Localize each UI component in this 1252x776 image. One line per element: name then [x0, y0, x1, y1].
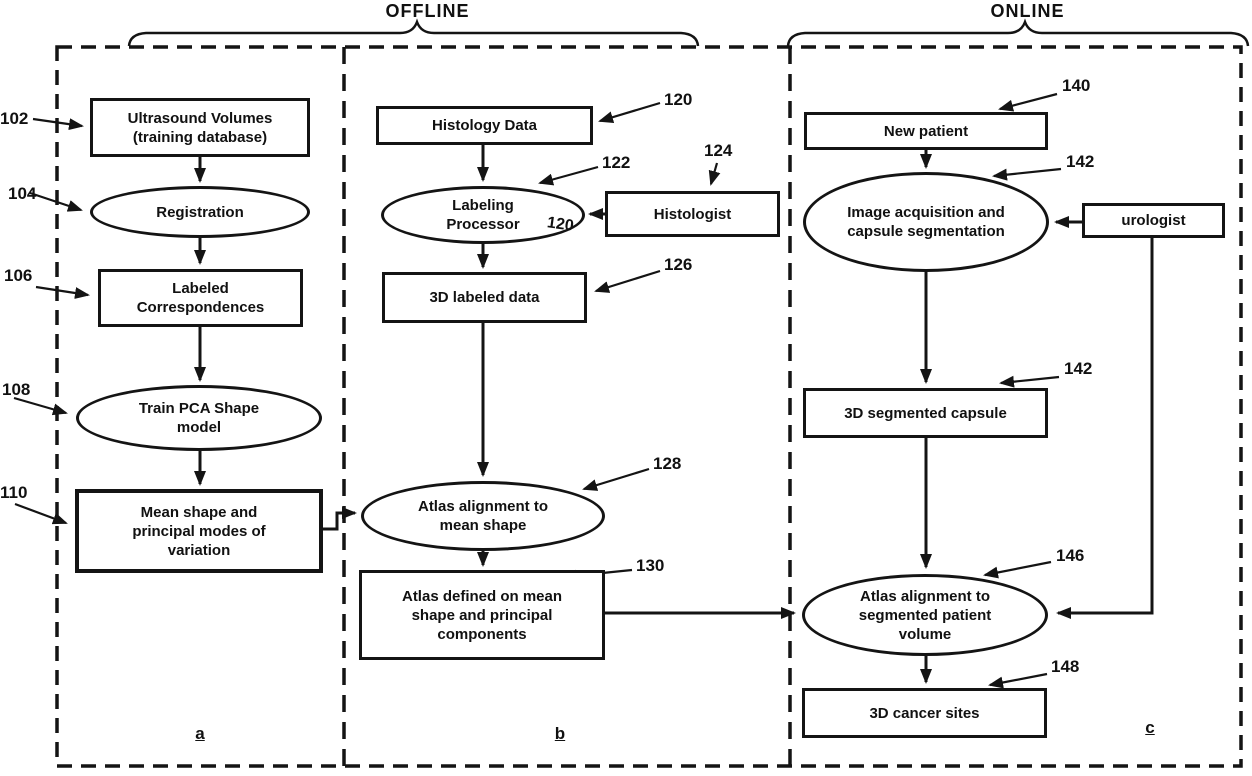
ellipse-image-acquisition-capsule-segmentation — [803, 172, 1049, 272]
labeling-processor-inner-ref-120: 120 — [546, 214, 576, 235]
box-atlas-defined-on-mean-shape — [359, 570, 605, 660]
ref-numeral-102: 102 — [0, 109, 29, 128]
ref-numeral-148: 148 — [1051, 657, 1080, 676]
box-labeled-correspondences-line1: Labeled — [172, 280, 229, 297]
ref-numeral-128: 128 — [653, 454, 682, 473]
ellipse-labeling-processor — [381, 186, 585, 244]
ref-numeral-140: 140 — [1062, 76, 1091, 95]
online-brace — [788, 22, 1248, 46]
ellipse-atlas-alignment-mean-shape — [361, 481, 605, 551]
online-section-title: ONLINE — [990, 1, 1065, 21]
box-histology-data — [376, 106, 593, 145]
box-labeled-correspondences-line2: Correspondences — [136, 299, 265, 316]
offline-brace — [129, 22, 698, 46]
ellipse-train-pca-line2: model — [176, 419, 222, 436]
ellipse-image-acq-line2: capsule segmentation — [847, 223, 1005, 240]
ellipse-registration — [90, 186, 310, 238]
ellipse-train-pca-shape-model — [76, 385, 322, 451]
box-3d-labeled-data — [382, 272, 587, 323]
box-histologist — [605, 191, 780, 237]
box-ultrasound-volumes-line1: Ultrasound Volumes — [127, 109, 273, 127]
box-3d-segmented-capsule-line1: 3D segmented capsule — [844, 404, 1007, 422]
section-label-c: c — [1145, 718, 1155, 737]
box-3d-segmented-capsule — [803, 388, 1048, 438]
box-mean-shape-line2: principal modes of — [132, 522, 266, 540]
ref-numeral-130: 130 — [636, 556, 665, 575]
box-mean-shape-principal-modes — [75, 489, 323, 573]
ellipse-atlas-patient-line3: volume — [898, 625, 952, 643]
section-label-b: b — [554, 724, 566, 743]
ellipse-image-acq-line1: Image acquisition and — [847, 204, 1005, 221]
box-new-patient — [804, 112, 1048, 150]
box-histology-data-line1: Histology Data — [431, 117, 537, 134]
ref-numeral-126: 126 — [664, 255, 693, 274]
ref-numeral-108: 108 — [2, 380, 31, 399]
box-atlas-defined-line1: Atlas defined on mean — [401, 587, 563, 605]
ellipse-labeling-processor-line1: Labeling — [452, 197, 514, 214]
box-3d-cancer-sites-line1: 3D cancer sites — [869, 704, 980, 722]
box-atlas-defined-line3: components — [437, 625, 527, 643]
box-ultrasound-volumes — [90, 98, 310, 157]
ellipse-train-pca-line1: Train PCA Shape — [138, 400, 260, 417]
ref-numeral-106: 106 — [4, 266, 33, 285]
section-label-a: a — [195, 724, 205, 743]
box-urologist-line1: urologist — [1121, 212, 1186, 229]
ellipse-registration-line1: Registration — [156, 203, 244, 221]
ref-numeral-142b: 142 — [1064, 359, 1093, 378]
box-urologist — [1082, 203, 1225, 238]
ref-numeral-104: 104 — [8, 184, 37, 203]
ellipse-atlas-alignment-segmented-patient — [802, 574, 1048, 656]
ellipse-atlas-patient-line1: Atlas alignment to — [859, 587, 990, 605]
ellipse-atlas-mean-line1: Atlas alignment to — [417, 498, 548, 515]
box-ultrasound-volumes-line2: (training database) — [132, 128, 268, 146]
ref-numeral-122: 122 — [602, 153, 631, 172]
box-new-patient-line1: New patient — [883, 122, 969, 140]
ref-numeral-120: 120 — [664, 90, 693, 109]
ref-numeral-146: 146 — [1056, 546, 1085, 565]
ref-numeral-124: 124 — [704, 141, 733, 160]
box-3d-labeled-data-line1: 3D labeled data — [429, 289, 540, 306]
offline-section-title: OFFLINE — [385, 1, 470, 21]
box-3d-cancer-sites — [802, 688, 1047, 738]
ref-numeral-142: 142 — [1066, 152, 1095, 171]
ellipse-atlas-patient-line2: segmented patient — [858, 606, 992, 624]
ellipse-atlas-mean-line2: mean shape — [439, 517, 527, 534]
box-histologist-line1: Histologist — [653, 205, 732, 223]
box-labeled-correspondences — [98, 269, 303, 327]
ellipse-labeling-processor-line2: Processor — [446, 216, 520, 233]
box-mean-shape-line3: variation — [167, 541, 231, 559]
box-atlas-defined-line2: shape and principal — [411, 606, 553, 624]
box-mean-shape-line1: Mean shape and — [140, 503, 258, 521]
ref-numeral-110: 110 — [0, 483, 28, 502]
